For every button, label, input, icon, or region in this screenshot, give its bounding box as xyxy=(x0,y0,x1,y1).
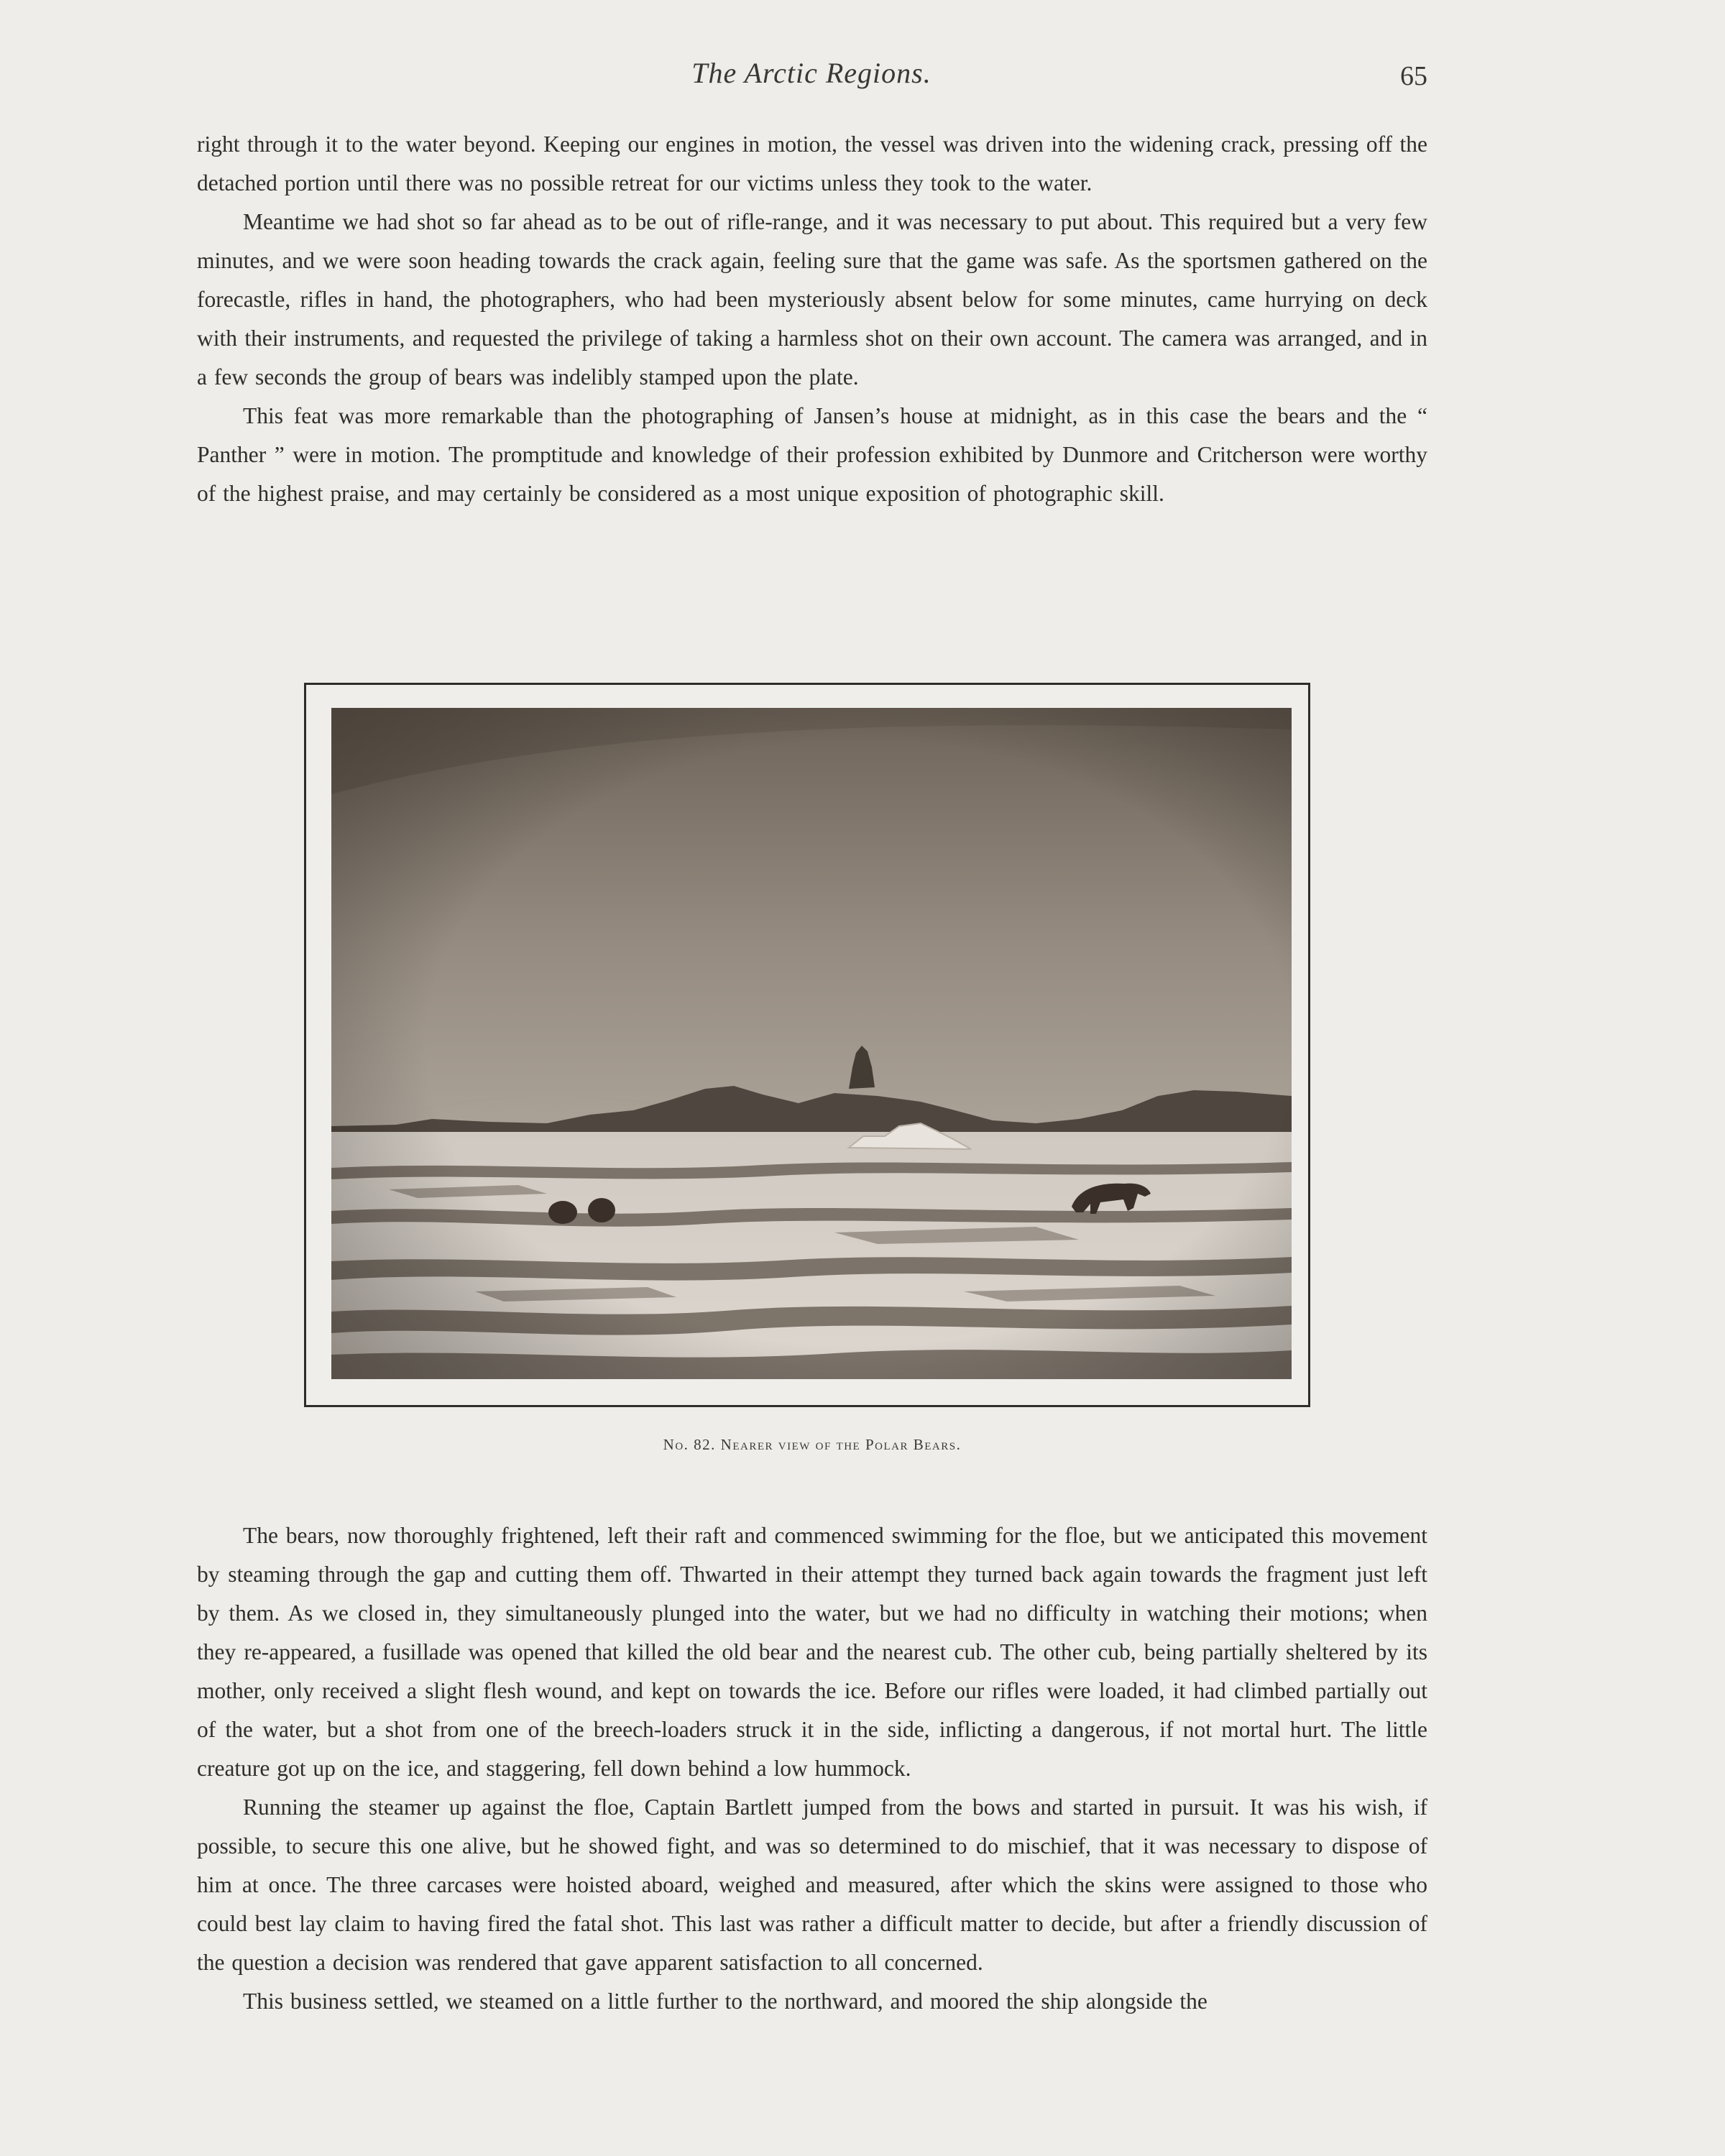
paragraph: The bears, now thoroughly frightened, left their raft and commenced swimming for the floe, but we anticipated this movement by steaming through the gap and cutting them off. Thwarted in their attempt they turned back again towards the fragment just left by them. As we closed in, they simultaneously plunged into the water, but we had no difficulty in watching their motions; when they re-appeared, a fusillade was opened that killed the old bear and the nearest cub. The other cub, being partially sheltered by its mother, only received a slight flesh wound, and kept on towards the ice. Before our rifles were loaded, it had climbed partially out of the water, but a shot from one of the breech-loaders struck it in the side, inflicting a dangerous, if not mortal hurt. The little creature got up on the ice, and staggering, fell down behind a low hummock. xyxy=(197,1523,1427,1781)
running-title: The Arctic Regions. xyxy=(691,57,932,89)
running-head xyxy=(196,56,1427,99)
plate-caption: No. 82. Nearer view of the Polar Bears. xyxy=(663,1436,962,1453)
paragraph: Running the steamer up against the floe, Captain Bartlett jumped from the bows and started in pursuit. It was his wish, if possible, to secure this one alive, but he showed fight, and was so determined to do mischief, that it was necessary to dispose of him at once. The three carcases were hoisted aboard, weighed and measured, after which the skins were assigned to those who could best lay claim to having fired the fatal shot. This last was rather a difficult matter to decide, but after a friendly discussion of the question a decision was rendered that gave apparent satisfaction to all concerned. xyxy=(197,1795,1427,1975)
page-number: 65 xyxy=(1400,61,1427,91)
paragraph: Meantime we had shot so far ahead as to be out of rifle-range, and it was necessary to put about. This required but a very few minutes, and we were soon heading towards the crack again, feeling sure that the game was safe. As the sportsmen gathered on the forecastle, rifles in hand, the photographers, who had been mysteriously absent below for some minutes, came hurrying on deck with their instruments, and requested the privilege of taking a harmless shot on their own account. The camera was arranged, and in a few seconds the group of bears was indelibly stamped upon the plate. xyxy=(197,209,1427,390)
paragraph: right through it to the water beyond. Keeping our engines in motion, the vessel was driven into the widening crack, pressing off the detached portion until there was no possible retreat for our victims unless they took to the water. xyxy=(197,132,1427,195)
polar-bears-photograph xyxy=(331,708,1292,1379)
text-block-top xyxy=(197,125,1427,513)
photo-illustration xyxy=(331,708,1292,1379)
paragraph: This feat was more remarkable than the photographing of Jansen’s house at midnight, as in this case the bears and the “ Panther ” were in motion. The promptitude and knowledge of their profession exhibited by Dunmore and Critcherson were worthy of the highest praise, and may certainly be considered as a most unique exposition of photographic skill. xyxy=(197,403,1427,506)
text-block-bottom xyxy=(197,1516,1427,2021)
paragraph: This business settled, we steamed on a little further to the northward, and moored the ship alongside the xyxy=(243,1989,1208,2014)
